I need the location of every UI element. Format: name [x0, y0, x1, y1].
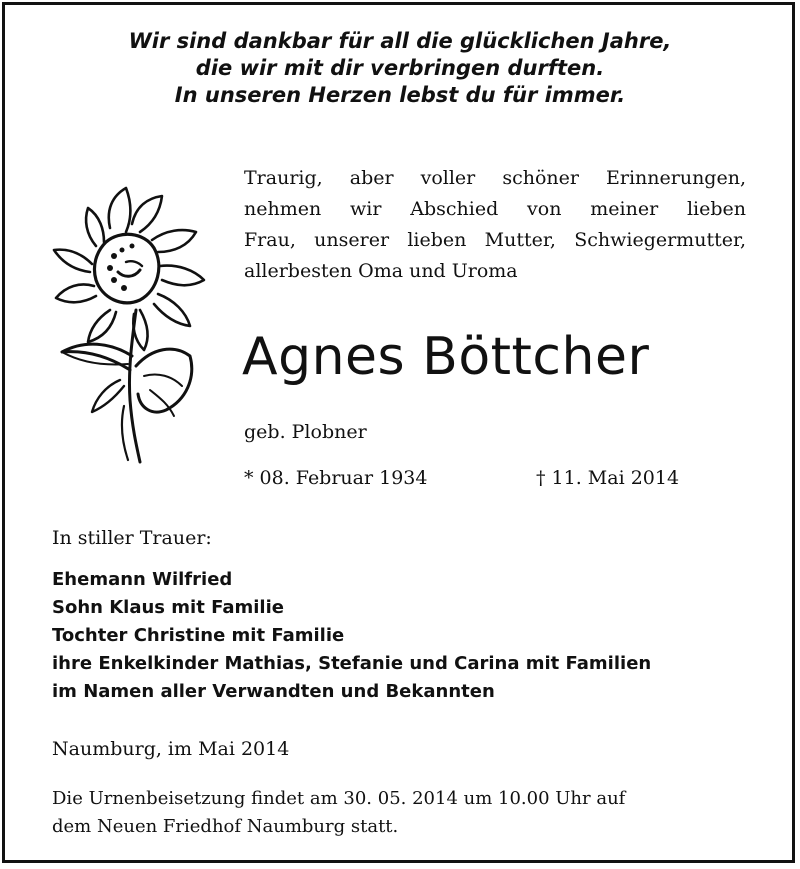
funeral-line: dem Neuen Friedhof Naumburg statt. — [52, 816, 399, 837]
life-dates — [244, 464, 714, 492]
mourning-label: In stiller Trauer: — [52, 527, 212, 549]
mourner-item: Tochter Christine mit Familie — [52, 625, 345, 646]
place-date: Naumburg, im Mai 2014 — [52, 738, 290, 760]
birth-name: geb. Plobner — [244, 421, 367, 443]
funeral-notice — [52, 785, 625, 841]
intro-line: nehmen wir Abschied von meiner lieben — [244, 198, 746, 220]
mourner-item: Ehemann Wilfried — [52, 569, 233, 590]
birth-date: * 08. Februar 1934 — [244, 467, 428, 489]
sunflower-icon — [40, 180, 240, 470]
motto-quote — [0, 28, 800, 109]
intro-line: Frau, unserer lieben Mutter, Schwiegermutter, — [244, 229, 746, 251]
mourner-item: im Namen aller Verwandten und Bekannten — [52, 681, 495, 702]
intro-line: allerbesten Oma und Uroma — [244, 260, 518, 282]
deceased-name: Agnes Böttcher — [242, 327, 650, 387]
motto-line: In unseren Herzen lebst du für immer. — [174, 83, 626, 107]
motto-line: Wir sind dankbar für all die glücklichen Jahre, — [128, 29, 672, 53]
intro-line: Traurig, aber voller schöner Erinnerungen, — [244, 167, 746, 189]
intro-text — [244, 163, 746, 287]
mourners-list — [52, 566, 651, 706]
mourner-item: Sohn Klaus mit Familie — [52, 597, 284, 618]
mourner-item: ihre Enkelkinder Mathias, Stefanie und Carina mit Familien — [52, 653, 652, 674]
funeral-line: Die Urnenbeisetzung findet am 30. 05. 2014 um 10.00 Uhr auf — [52, 788, 626, 809]
death-date: † 11. Mai 2014 — [536, 467, 680, 489]
motto-line: die wir mit dir verbringen durften. — [195, 56, 605, 80]
